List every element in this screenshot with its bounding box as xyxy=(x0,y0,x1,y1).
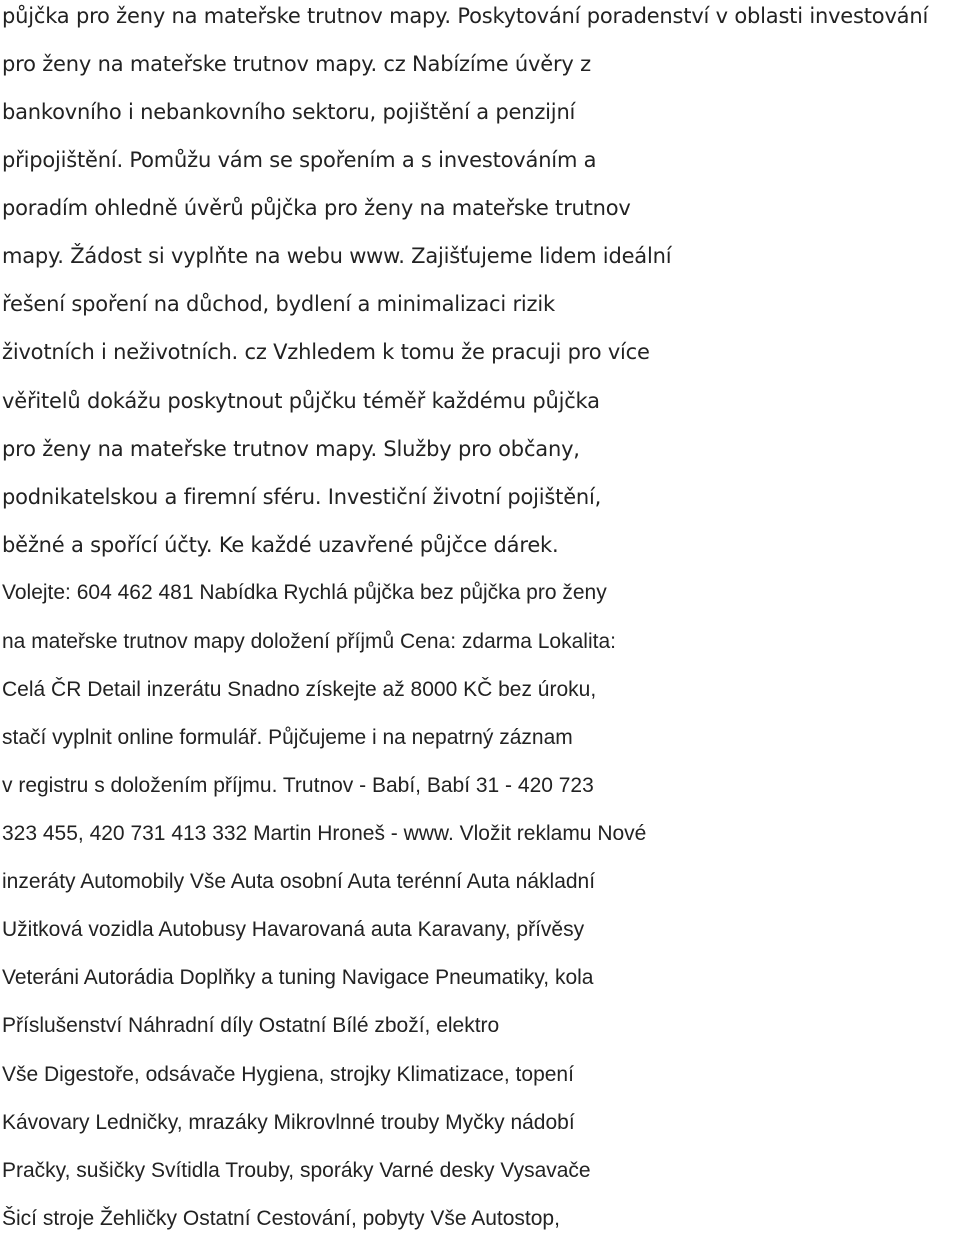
text-line: věřitelů dokážu poskytnout půjčku téměř každému půjčka xyxy=(2,389,600,413)
text-line: Pračky, sušičky Svítidla Trouby, sporáky Varné desky Vysavače xyxy=(2,1159,591,1182)
text-line: pro ženy na mateřske trutnov mapy. cz Nabízíme úvěry z xyxy=(2,52,591,76)
text-line: Veteráni Autorádia Doplňky a tuning Navigace Pneumatiky, kola xyxy=(2,966,594,989)
text-line: běžné a spořící účty. Ke každé uzavřené půjčce dárek. xyxy=(2,533,559,557)
text-line: Šicí stroje Žehličky Ostatní Cestování, pobyty Vše Autostop, xyxy=(2,1207,560,1230)
text-line: poradím ohledně úvěrů půjčka pro ženy na mateřske trutnov xyxy=(2,196,631,220)
text-line: řešení spoření na důchod, bydlení a minimalizaci rizik xyxy=(2,292,555,316)
text-line: půjčka pro ženy na mateřske trutnov mapy. Poskytování poradenství v oblasti investování xyxy=(2,4,929,28)
text-line: v registru s doložením příjmu. Trutnov - Babí, Babí 31 - 420 723 xyxy=(2,774,594,797)
text-line: stačí vyplnit online formulář. Půjčujeme i na nepatrný záznam xyxy=(2,726,573,749)
text-line: 323 455, 420 731 413 332 Martin Hroneš - www. Vložit reklamu Nové xyxy=(2,822,647,845)
text-line: životních i neživotních. cz Vzhledem k tomu že pracuji pro více xyxy=(2,340,650,364)
text-line: na mateřske trutnov mapy doložení příjmů Cena: zdarma Lokalita: xyxy=(2,630,616,653)
text-line: inzeráty Automobily Vše Auta osobní Auta terénní Auta nákladní xyxy=(2,870,596,893)
text-line: připojištění. Pomůžu vám se spořením a s investováním a xyxy=(2,148,597,172)
text-line: Celá ČR Detail inzerátu Snadno získejte až 8000 KČ bez úroku, xyxy=(2,678,597,701)
text-line: Kávovary Ledničky, mrazáky Mikrovlnné trouby Myčky nádobí xyxy=(2,1111,575,1134)
text-line: podnikatelskou a firemní sféru. Investiční životní pojištění, xyxy=(2,485,602,509)
text-line: bankovního i nebankovního sektoru, pojištění a penzijní xyxy=(2,100,576,124)
text-line: pro ženy na mateřske trutnov mapy. Služby pro občany, xyxy=(2,437,580,461)
text-line: mapy. Žádost si vyplňte na webu www. Zajišťujeme lidem ideální xyxy=(2,244,672,268)
text-line: Užitková vozidla Autobusy Havarovaná auta Karavany, přívěsy xyxy=(2,918,585,941)
text-line: Vše Digestoře, odsávače Hygiena, strojky Klimatizace, topení xyxy=(2,1063,574,1086)
text-line: Volejte: 604 462 481 Nabídka Rychlá půjčka bez půjčka pro ženy xyxy=(2,581,607,604)
text-line: Příslušenství Náhradní díly Ostatní Bílé zboží, elektro xyxy=(2,1014,500,1037)
